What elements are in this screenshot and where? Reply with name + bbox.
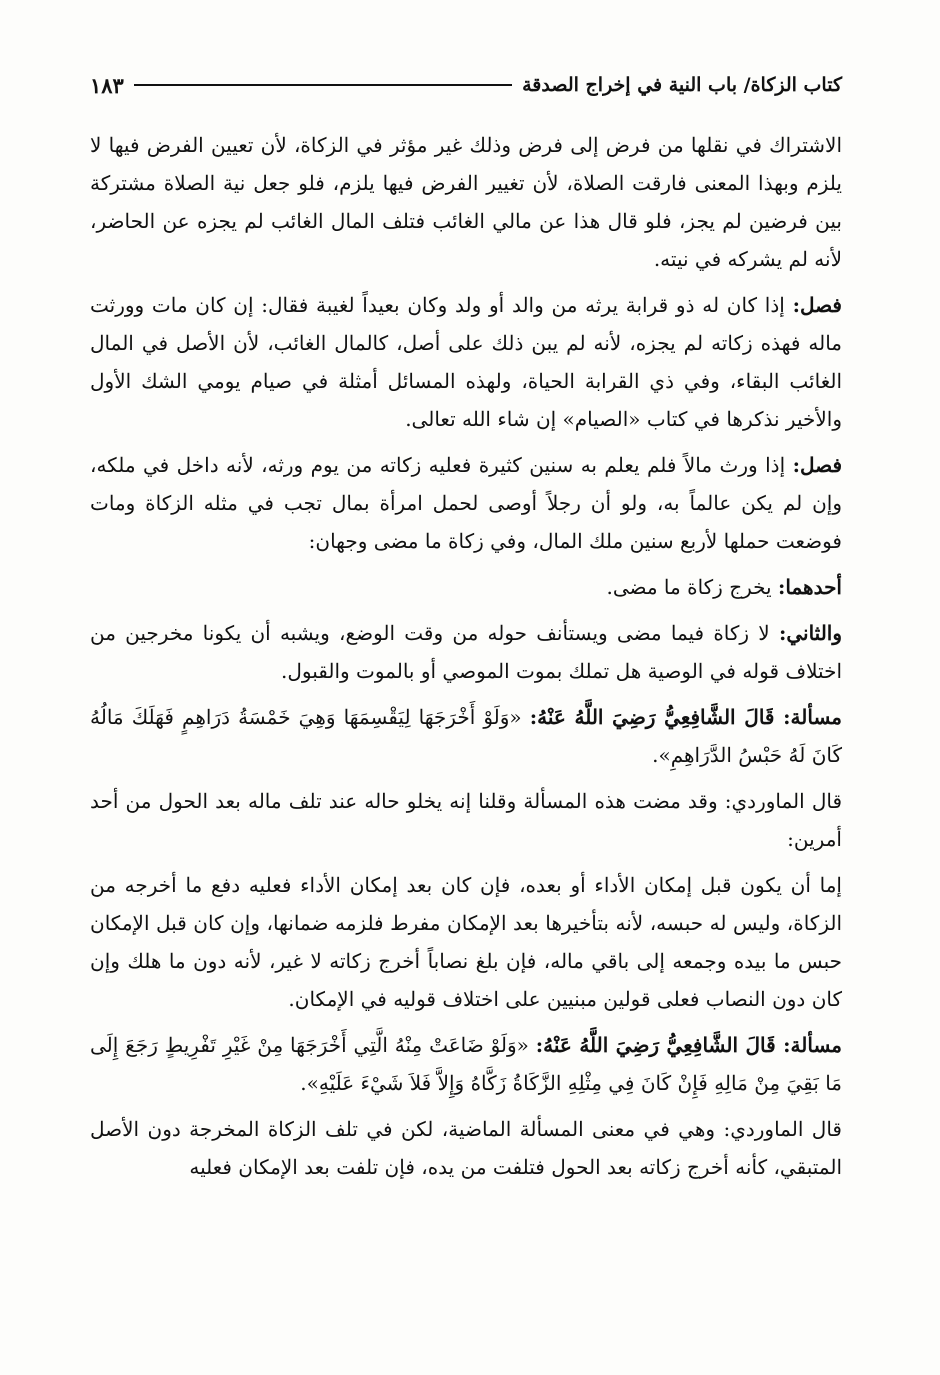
page-number: ١٨٣ <box>90 72 124 98</box>
running-header <box>90 68 842 102</box>
section-label-fasl: فصل: <box>792 453 843 477</box>
paragraph-7 <box>90 782 842 858</box>
paragraph-6 <box>90 698 842 774</box>
paragraph-text: إذا ورث مالاً فلم يعلم به سنين كثيرة فعليه زكاته من يوم ورثه، لأنه داخل في ملكه، وإن لم يكن عالماً به، ولو أن رجلاً أوصى لحمل امرأة بمال تجب في مثله الزكاة ومات فوضعت حملها لأربع سنين ملك المال، وفي زكاة ما مضى وجهان: <box>90 453 842 553</box>
paragraph-9 <box>90 1026 842 1102</box>
paragraph-text: قال الماوردي: وهي في معنى المسألة الماضية، لكن في تلف الزكاة المخرجة دون الأصل المتبقي، كأنه أخرج زكاته بعد الحول فتلفت من يده، فإن تلفت بعد الإمكان فعليه <box>90 1117 842 1179</box>
masala-label: مسألة: قَالَ الشَّافِعِيُّ رَضِيَ اللَّهُ عَنْهُ: <box>535 1033 842 1057</box>
paragraph-text: لا زكاة فيما مضى ويستأنف حوله من وقت الوضع، ويشبه أن يكونا مخرجين من اختلاف قوله في الوصية هل تملك بموت الموصي أو بالموت والقبول. <box>90 621 842 683</box>
header-rule <box>134 84 512 86</box>
paragraph-5 <box>90 614 842 690</box>
running-header-title: كتاب الزكاة/ باب النية في إخراج الصدقة <box>522 74 842 96</box>
masala-label: مسألة: قَالَ الشَّافِعِيُّ رَضِيَ اللَّهُ عَنْهُ: <box>529 705 843 729</box>
paragraph-4 <box>90 568 842 606</box>
book-page <box>90 68 842 1328</box>
paragraph-2 <box>90 286 842 438</box>
option-label-second: والثاني: <box>778 621 843 645</box>
paragraph-10 <box>90 1110 842 1186</box>
paragraph-text: قال الماوردي: وقد مضت هذه المسألة وقلنا إنه يخلو حاله عند تلف ماله بعد الحول من أحد أمرين: <box>90 789 842 851</box>
paragraph-text: الاشتراك في نقلها من فرض إلى فرض وذلك غير مؤثر في الزكاة، لأن تعيين الفرض فيها لا يلزم وبهذا المعنى فارقت الصلاة، لأن تغيير الفرض فيها يلزم، فلو جعل نية الصلاة مشتركة بين فرضين لم يجز، فلو قال هذا عن مالي الغائب فتلف المال الغائب لم يجزه عن الحاضر، لأنه لم يشركه في نيته. <box>90 133 842 271</box>
paragraph-8 <box>90 866 842 1018</box>
paragraph-1 <box>90 126 842 278</box>
paragraph-text: إذا كان له ذو قرابة يرثه من والد أو ولد وكان بعيداً لغيبة فقال: إن كان مات وورثت ماله فهذه زكاته لم يجزه، لأنه لم يبن ذلك على أصل، كالمال الغائب، لأن الأصل في المال الغائب البقاء، وفي ذي القرابة الحياة، ولهذه المسائل أمثلة في صيام يومي الشك الأول والأخير نذكرها في كتاب «الصيام» إن شاء الله تعالى. <box>90 293 842 431</box>
paragraph-text: يخرج زكاة ما مضى. <box>606 575 772 599</box>
quoted-text: «وَلَوْ أَخْرَجَهَا لِيَقْسِمَهَا وَهِيَ خَمْسَةُ دَرَاهِمٍ فَهَلَكَ مَالُهُ كَانَ لَهُ حَبْسُ الدَّرَاهِمِ». <box>90 705 842 767</box>
paragraph-3 <box>90 446 842 560</box>
section-label-fasl: فصل: <box>792 293 842 317</box>
paragraph-text: إما أن يكون قبل إمكان الأداء أو بعده، فإن كان بعد إمكان الأداء فعليه دفع ما أخرجه من الزكاة، وليس له حبسه، لأنه بتأخيرها بعد الإمكان مفرط فلزمه ضمانها، وإن كان قبل الإمكان حبس ما بيده وجمعه إلى باقي ماله، فإن بلغ نصاباً أخرج زكاته لا غير، لأنه دون ما هلك وإن كان دون النصاب فعلى قولين مبنيين على اختلاف قوليه في الإمكان. <box>90 873 842 1011</box>
quoted-text: «وَلَوْ ضَاعَتْ مِنْهُ الَّتِي أَخْرَجَهَا مِنْ غَيْرِ تَفْرِيطٍ رَجَعَ إِلَى مَا بَقِيَ مِنْ مَالِهِ فَإِنْ كَانَ فِي مِثْلِهِ الزَّكَاةُ زَكَّاهُ وَإِلاَّ فَلاَ شَيْءَ عَلَيْهِ». <box>90 1033 842 1095</box>
option-label-first: أحدهما: <box>777 575 842 599</box>
